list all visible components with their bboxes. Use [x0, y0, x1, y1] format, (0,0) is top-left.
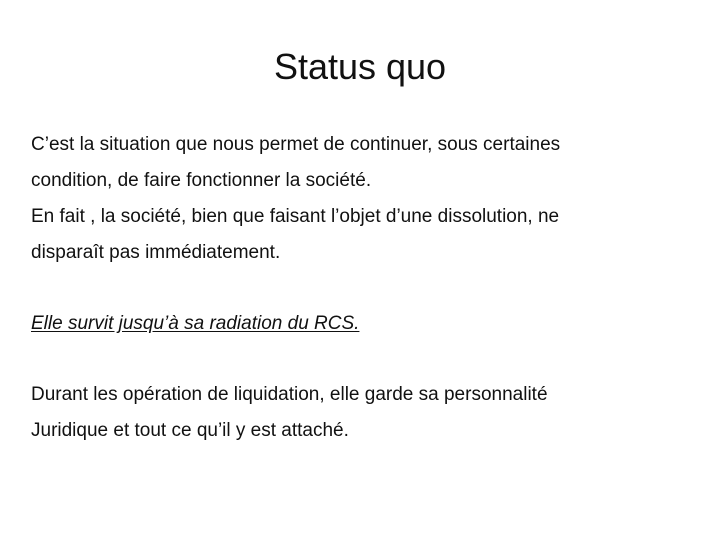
- text-line: C’est la situation que nous permet de continuer, sous certaines: [31, 134, 561, 155]
- text-line: En fait , la société, bien que faisant l’objet d’une dissolution, ne: [31, 206, 560, 227]
- paragraph-spacer: [31, 271, 701, 306]
- emphasized-text-line: Elle survit jusqu’à sa radiation du RCS.: [31, 313, 360, 334]
- paragraph-survival-until-radiation: [31, 306, 701, 342]
- slide-title: Status quo: [273, 46, 447, 87]
- paragraph-spacer: [31, 342, 701, 377]
- text-line: disparaît pas immédiatement.: [31, 242, 281, 263]
- text-line: Durant les opération de liquidation, elle garde sa personnalité: [31, 384, 548, 405]
- paragraph-status-quo-definition: [31, 127, 701, 271]
- paragraph-legal-personality: [31, 377, 701, 449]
- slide-body: [31, 127, 701, 449]
- text-line: Juridique et tout ce qu’il y est attaché.: [31, 420, 349, 441]
- text-line: condition, de faire fonctionner la société.: [31, 170, 372, 191]
